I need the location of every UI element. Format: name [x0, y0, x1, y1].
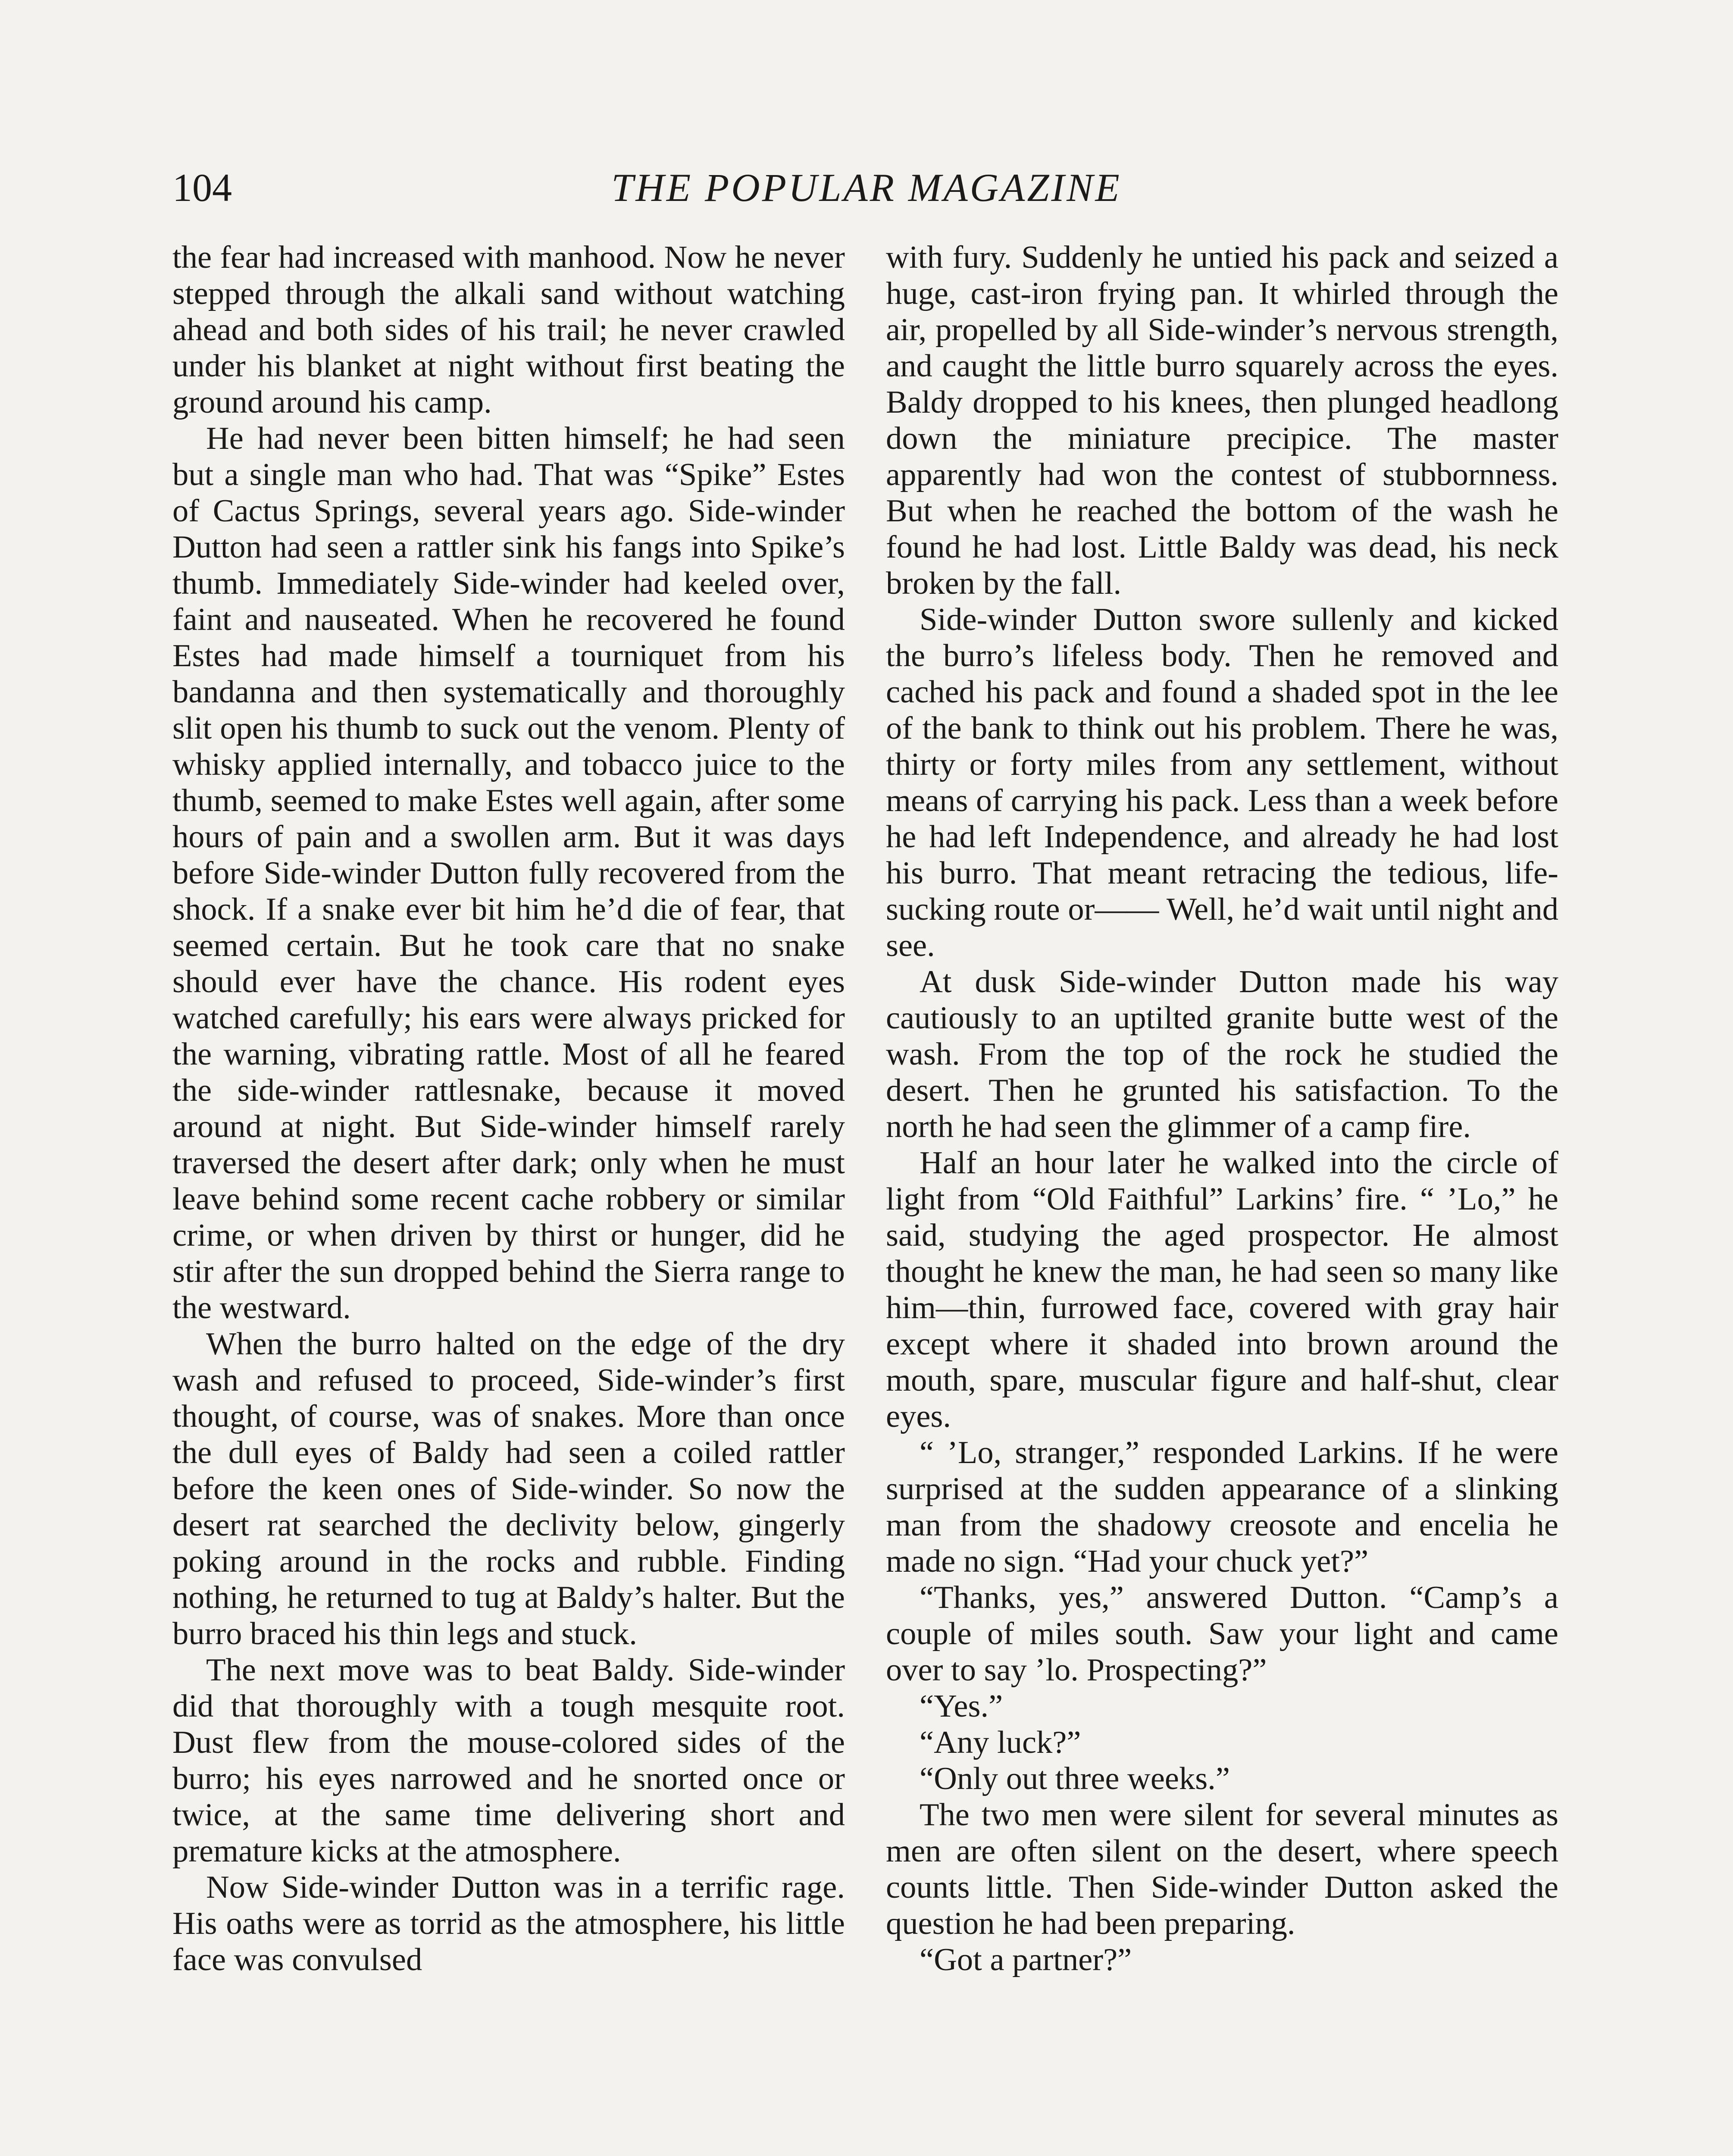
paragraph: He had never been bitten himself; he had seen but a single man who had. That was “Spike” Estes of Cactus Springs, several years ago. Side-winder Dutton had seen a rattler sink his fangs into Spike’s thumb. Immediately Side-winder had keeled over, faint and nauseated. When he recovered he found Estes had made himself a tourniquet from his bandanna and then systematically and thoroughly slit open his thumb to suck out the venom. Plenty of whisky applied internally, and tobacco juice to the thumb, seemed to make Estes well again, after some hours of pain and a swollen arm. But it was days before Side-winder Dutton fully recovered from the shock. If a snake ever bit him he’d die of fear, that seemed certain. But he took care that no snake should ever have the chance. His rodent eyes watched carefully; his ears were always pricked for the warning, vibrating rattle. Most of all he feared the side-winder rattlesnake, because it moved around at night. But Side-winder himself rarely traversed the desert after dark; only when he must leave behind some recent cache robbery or similar crime, or when driven by thirst or hunger, did he stir after the sun dropped behind the Sierra range to the westward.	[172, 421, 845, 1326]
magazine-title: THE POPULAR MAGAZINE	[611, 166, 1122, 210]
paragraph: Half an hour later he walked into the circle of light from “Old Faithful” Larkins’ fire. “ ’Lo,” he said, studying the aged prospector. He almost thought he knew the man, he had seen so many like him—thin, furrowed face, covered with gray hair except where it shaded into brown around the mouth, spare, muscular figure and half-shut, clear eyes.	[886, 1145, 1558, 1434]
paragraph: At dusk Side-winder Dutton made his way cautiously to an uptilted granite butte west of the wash. From the top of the rock he studied the desert. Then he grunted his satisfaction. To the north he had seen the glimmer of a camp fire.	[886, 964, 1558, 1144]
paragraph: When the burro halted on the edge of the dry wash and refused to proceed, Side-winder’s first thought, of course, was of snakes. More than once the dull eyes of Baldy had seen a coiled rattler before the keen ones of Side-winder. So now the desert rat searched the declivity below, gingerly poking around in the rocks and rubble. Finding nothing, he returned to tug at Baldy’s halter. But the burro braced his thin legs and stuck.	[172, 1326, 845, 1651]
page-number: 104	[172, 166, 232, 210]
paragraph: “Got a partner?”	[920, 1942, 1132, 1977]
left-column	[172, 239, 845, 1978]
paragraph: The two men were silent for several minutes as men are often silent on the desert, where speech counts little. Then Side-winder Dutton asked the question he had been preparing.	[886, 1797, 1558, 1941]
paragraph: Now Side-winder Dutton was in a terrific rage. His oaths were as torrid as the atmosphere, his little face was convulsed	[172, 1870, 845, 1977]
running-header	[172, 160, 1561, 216]
paragraph: “Any luck?”	[920, 1725, 1081, 1760]
paragraph: with fury. Suddenly he untied his pack and seized a huge, cast-iron frying pan. It whirled through the air, propelled by all Side-winder’s nervous strength, and caught the little burro squarely across the eyes. Baldy dropped to his knees, then plunged headlong down the miniature precipice. The master apparently had won the contest of stubbornness. But when he reached the bottom of the wash he found he had lost. Little Baldy was dead, his neck broken by the fall.	[886, 240, 1558, 601]
right-column	[886, 239, 1558, 1978]
paragraph: “Thanks, yes,” answered Dutton. “Camp’s a couple of miles south. Saw your light and came over to say ’lo. Prospecting?”	[886, 1580, 1558, 1688]
paragraph: The next move was to beat Baldy. Side-winder did that thoroughly with a tough mesquite root. Dust flew from the mouse-colored sides of the burro; his eyes narrowed and he snorted once or twice, at the same time delivering short and premature kicks at the atmosphere.	[172, 1652, 845, 1869]
paragraph: Side-winder Dutton swore sullenly and kicked the burro’s lifeless body. Then he removed and cached his pack and found a shaded spot in the lee of the bank to think out his problem. There he was, thirty or forty miles from any settlement, without means of carrying his pack. Less than a week before he had left Independence, and already he had lost his burro. That meant retracing the tedious, life-sucking route or—— Well, he’d wait until night and see.	[886, 602, 1558, 963]
paragraph: “ ’Lo, stranger,” responded Larkins. If he were surprised at the sudden appearance of a slinking man from the shadowy creosote and encelia he made no sign. “Had your chuck yet?”	[886, 1435, 1558, 1579]
paragraph: the fear had increased with manhood. Now he never stepped through the alkali sand without watching ahead and both sides of his trail; he never crawled under his blanket at night without first beating the ground around his camp.	[172, 240, 845, 420]
paragraph: “Yes.”	[920, 1689, 1003, 1724]
paragraph: “Only out three weeks.”	[920, 1761, 1230, 1796]
